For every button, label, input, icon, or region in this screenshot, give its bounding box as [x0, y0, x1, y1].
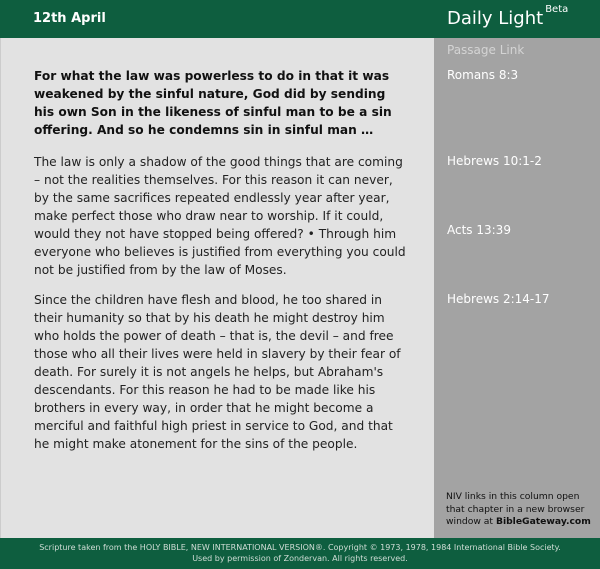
copyright-footer: [0, 538, 600, 569]
permission-line: Used by permission of Zondervan. All rights reserved.: [192, 553, 408, 563]
biblegateway-link[interactable]: BibleGateway.com: [495, 516, 591, 527]
lead-verse: For what the law was powerless to do in that it was weakened by the sinful nature, God did by sending his own Son in the likeness of sinful man to be a sin offering. And so he condemns sin in sinful man …: [34, 69, 392, 137]
app-title-text: Daily Light: [447, 8, 544, 29]
niv-links-note-text: NIV links in this column open that chapter in a new browser window at: [446, 491, 585, 527]
passage-link-heading: Passage Link: [447, 43, 525, 57]
passage-link-romans[interactable]: Romans 8:3: [447, 68, 519, 82]
app-title: [447, 4, 569, 29]
copyright-line: Scripture taken from the HOLY BIBLE, NEW INTERNATIONAL VERSION®. Copyright © 1973, 1978, 1984 International Bible Society.: [39, 543, 561, 552]
passage-link-acts[interactable]: Acts 13:39: [447, 223, 511, 237]
reading-panel: [0, 38, 434, 538]
passage-link-hebrews-2[interactable]: Hebrews 2:14-17: [447, 292, 550, 306]
header-bar: [0, 0, 600, 38]
reading-date: 12th April: [33, 11, 106, 26]
reading-paragraph: The law is only a shadow of the good things that are coming – not the realities themselves. For this reason it can never, by the same sacrifices repeated endlessly year after year, make perfect those who draw near to worship. If it could, would they not have stopped being offered? • Through him everyone who believes is justified from everything you could not be justified from by the law of Moses.: [34, 155, 406, 277]
passage-link-hebrews-10[interactable]: Hebrews 10:1-2: [447, 154, 542, 168]
reading-paragraph: Since the children have flesh and blood, he too shared in their humanity so that by his death he might destroy him who holds the power of death – that is, the devil – and free those who all their lives were held in slavery by their fear of death. For surely it is not angels he helps, but Abraham's descendants. For this reason he had to be made like his brothers in every way, in order that he might become a merciful and faithful high priest in service to God, and that he might make atonement for the sins of the people.: [34, 293, 401, 451]
beta-badge: Beta: [545, 4, 569, 15]
passage-link-column: [434, 38, 600, 538]
niv-links-note: [446, 491, 596, 529]
